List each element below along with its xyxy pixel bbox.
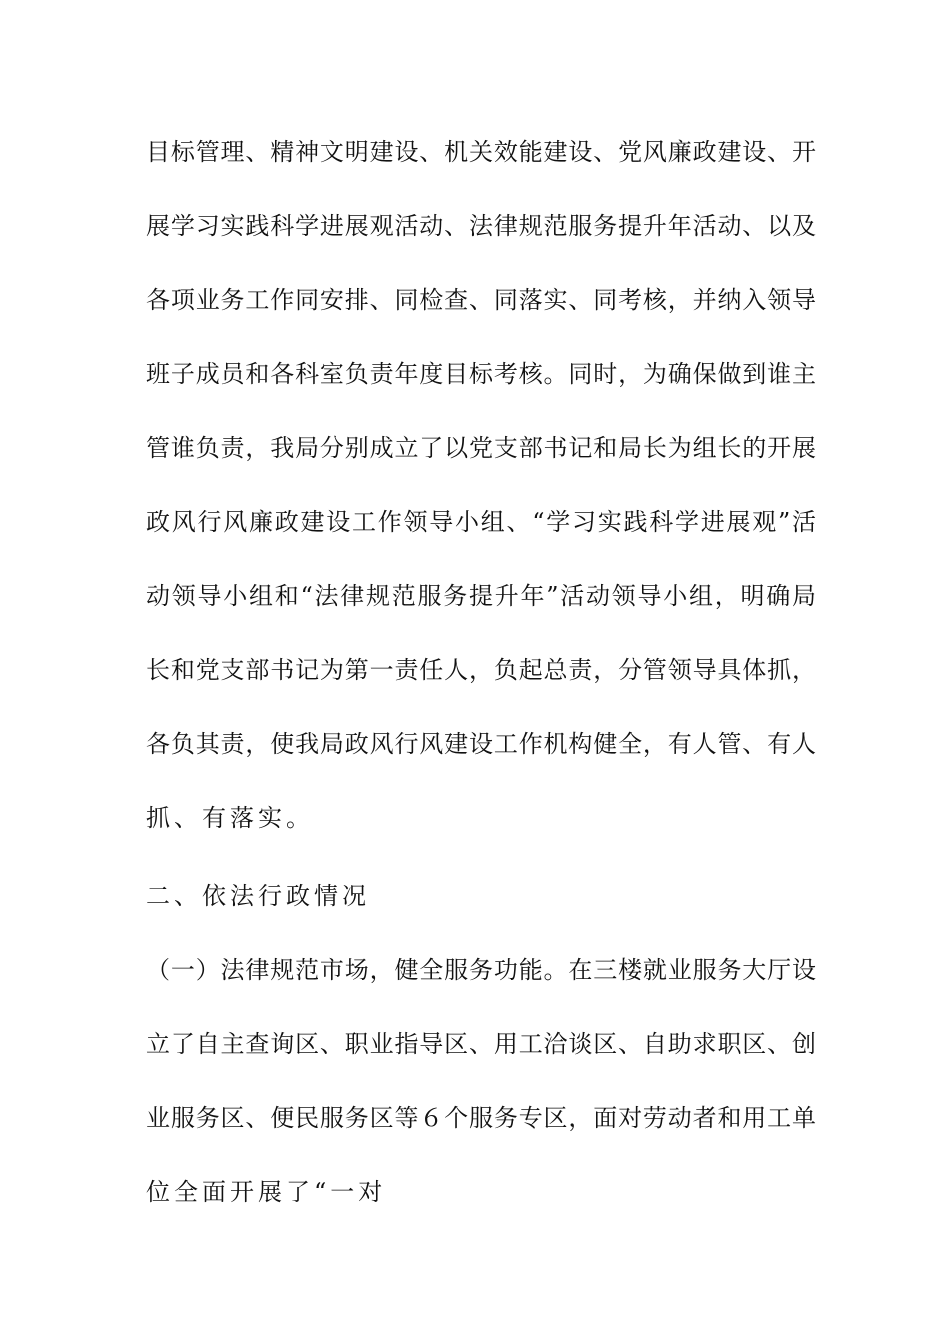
text-line: （一）法律规范市场，健全服务功能。在三楼就业服务大厅设 — [146, 956, 816, 984]
text-line: 班子成员和各科室负责年度目标考核。同时，为确保做到谁主 — [146, 360, 816, 388]
text-line: 位全面开展了“一对 — [146, 1178, 387, 1206]
text-line: 展学习实践科学进展观活动、法律规范服务提升年活动、以及 — [146, 212, 816, 240]
text-line: 动领导小组和“法律规范服务提升年”活动领导小组，明确局 — [146, 582, 816, 610]
text-line: 抓、有落实。 — [146, 804, 314, 832]
section-heading: 二、依法行政情况 — [146, 882, 370, 910]
text-line: 政风行风廉政建设工作领导小组、“学习实践科学进展观”活 — [146, 508, 816, 536]
text-line: 管谁负责，我局分别成立了以党支部书记和局长为组长的开展 — [146, 434, 816, 462]
text-line: 目标管理、精神文明建设、机关效能建设、党风廉政建设、开 — [146, 138, 816, 166]
text-line: 各负其责，使我局政风行风建设工作机构健全，有人管、有人 — [146, 730, 816, 758]
text-line: 业服务区、便民服务区等６个服务专区，面对劳动者和用工单 — [146, 1104, 816, 1132]
text-line: 长和党支部书记为第一责任人，负起总责，分管领导具体抓， — [146, 656, 816, 684]
text-line: 各项业务工作同安排、同检查、同落实、同考核，并纳入领导 — [146, 286, 816, 314]
text-line: 立了自主查询区、职业指导区、用工洽谈区、自助求职区、创 — [146, 1030, 816, 1058]
